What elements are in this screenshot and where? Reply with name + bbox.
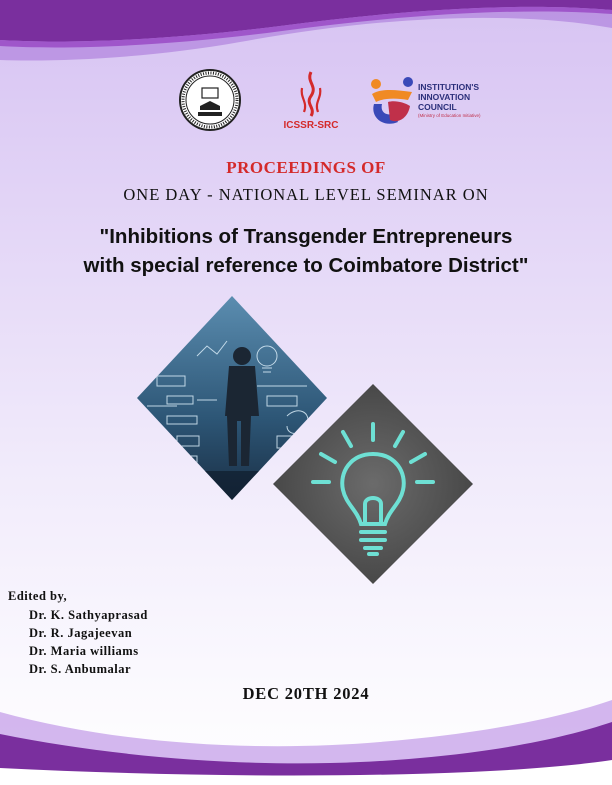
iic-logo [368,74,498,128]
top-wave-dark [0,0,612,41]
editors-block [8,589,148,678]
title-line-1: "Inhibitions of Transgender Entrepreneurs [99,225,513,248]
iic-line-3: COUNCIL [418,102,457,112]
icssr-src-logo [278,68,344,134]
seminar-title [40,222,572,280]
proceedings-heading: PROCEEDINGS OF [226,158,386,177]
seminar-date: DEC 20TH 2024 [242,684,370,703]
title-line-2: with special reference to Coimbatore District" [83,254,529,277]
editor-name: Dr. K. Sathyaprasad [29,608,148,622]
iic-subtitle: (Ministry of Education Initiative) [418,113,481,118]
light-bulb-image [273,384,473,584]
editor-name: Dr. S. Anbumalar [29,662,132,676]
iic-line-1: INSTITUTION'S [418,82,480,92]
edited-by-label: Edited by, [8,589,68,603]
icssr-logo-text: ICSSR-SRC [283,120,339,131]
editor-name: Dr. Maria williams [29,644,139,658]
seminar-heading: ONE DAY - NATIONAL LEVEL SEMINAR ON [123,185,489,204]
editor-name: Dr. R. Jagajeevan [29,626,133,640]
university-seal-logo [178,68,242,132]
iic-emblem-icon [368,74,416,128]
logo-row [0,68,612,134]
iic-line-2: INNOVATION [418,92,471,102]
